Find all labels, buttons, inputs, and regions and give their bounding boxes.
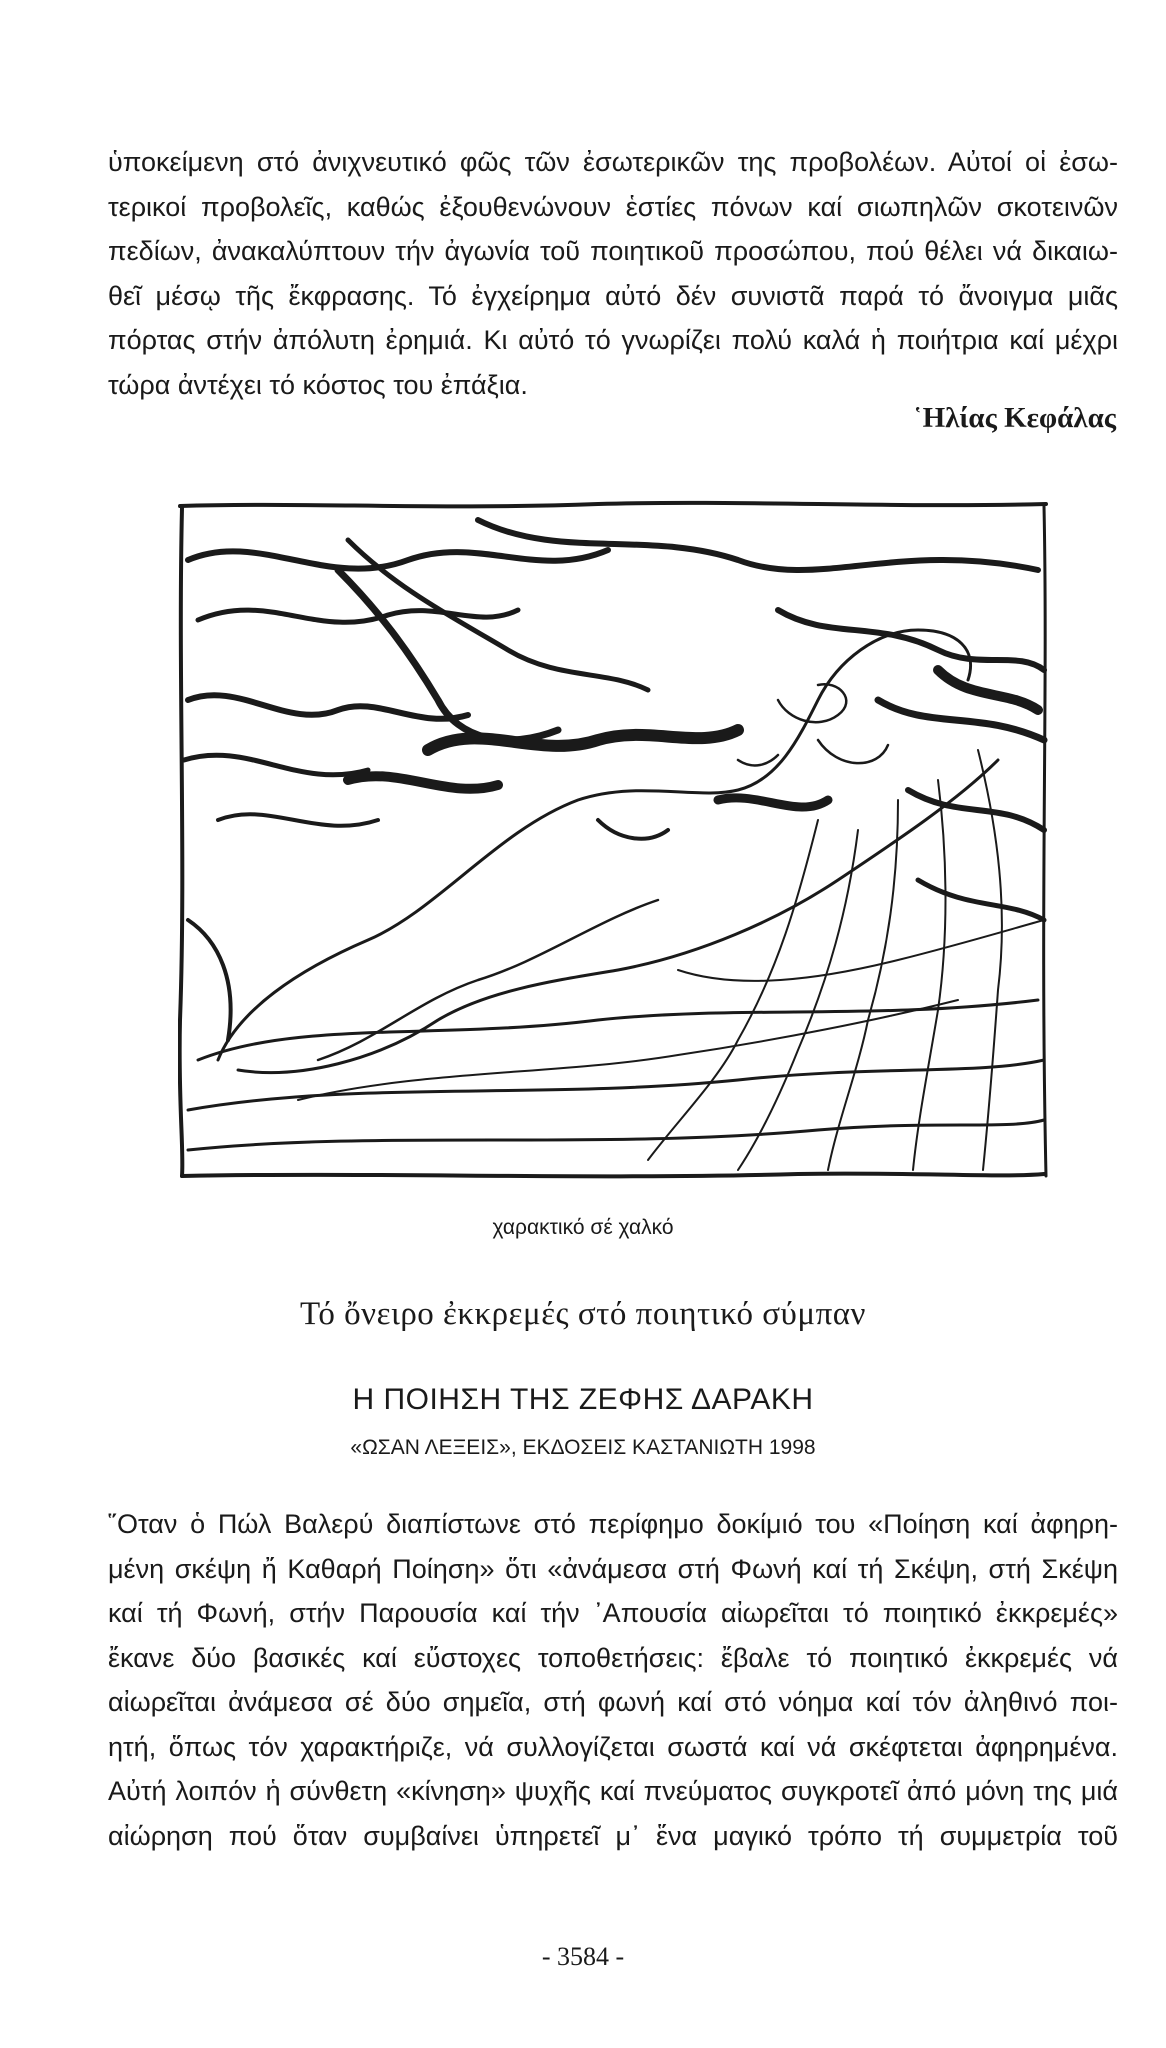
text-line: καί τή Φωνή, στήν Παρουσία καί τήν ᾿Απουσία αἰωρεῖται τό ποιητικό ἐκκρεμές»	[108, 1598, 1118, 1628]
text-line: ητή, ὅπως τόν χαρακτήριζε, νά συλλογίζεται σωστά καί νά σκέφτεται ἀφηρημένα.	[108, 1731, 1118, 1762]
figure-caption: χαρακτικό σέ χαλκό	[492, 1216, 674, 1239]
text-line: θεῖ μέσῳ τῆς ἔκφρασης. Τό ἐγχείρημα αὐτό δέν συνιστᾶ παρά τό ἄνοιγμα μιᾶς	[108, 280, 1118, 311]
text-line: μένη σκέψη ἤ Καθαρή Ποίηση» ὅτι «ἀνάμεσα στή Φωνή καί τή Σκέψη, στή Σκέψη	[108, 1553, 1118, 1584]
page-number: - 3584 -	[541, 1942, 625, 1971]
text-line: ἔκανε δύο βασικές καί εὔστοχες τοποθετήσεις: ἔβαλε τό ποιητικό ἐκκρεμές νά	[108, 1642, 1118, 1673]
text-line: τώρα ἀντέχει τό κόστος του ἐπάξια.	[108, 369, 528, 400]
text-line: αἰωρεῖται ἀνάμεσα σέ δύο σημεῖα, στή φωνή καί στό νόημα καί τόν ἀληθινό ποι-	[108, 1687, 1118, 1717]
text-line: πεδίων, ἀνακαλύπτουν τήν ἀγωνία τοῦ ποιητικοῦ προσώπου, πού θέλει νά δικαιω-	[108, 236, 1118, 266]
copper-etching-illustration	[178, 500, 1048, 1180]
book-title: Η ΠΟΙΗΣΗ ΤΗΣ ΖΕΦΗΣ ΔΑΡΑΚΗ	[352, 1383, 814, 1416]
text-line: ὑποκείμενη στό ἀνιχνευτικό φῶς τῶν ἐσωτερικῶν της προβολέων. Αὐτοί οἱ ἐσω-	[108, 147, 1118, 177]
book-subtitle: «ΩΣΑΝ ΛΕΞΕΙΣ», ΕΚΔΟΣΕΙΣ ΚΑΣΤΑΝΙΩΤΗ 1998	[350, 1436, 816, 1459]
intro-paragraph	[108, 140, 1118, 407]
text-line: πόρτας στήν ἀπόλυτη ἐρημιά. Κι αὐτό τό γνωρίζει πολύ καλά ἡ ποιήτρια καί μέχρι	[108, 325, 1118, 355]
text-line: τερικοί προβολεῖς, καθώς ἐξουθενώνουν ἑστίες πόνων καί σιωπηλῶν σκοτεινῶν	[108, 191, 1118, 222]
review-title: Τό ὄνειρο ἐκκρεμές στό ποιητικό σύμπαν	[300, 1296, 866, 1332]
text-line: αἰώρηση πού ὅταν συμβαίνει ὑπηρετεῖ μ᾿ ἕνα μαγικό τρόπο τή συμμετρία τοῦ	[108, 1820, 1118, 1851]
author-signature: ῾Ηλίας Κεφάλας	[912, 402, 1116, 434]
text-line: ῞Οταν ὁ Πώλ Βαλερύ διαπίστωνε στό περίφημο δοκίμιό του «Ποίηση καί ἀφηρη-	[108, 1509, 1118, 1539]
review-paragraph	[108, 1502, 1118, 1858]
text-line: Αὐτή λοιπόν ἡ σύνθετη «κίνηση» ψυχῆς καί πνεύματος συγκροτεῖ ἀπό μόνη της μιά	[108, 1776, 1118, 1806]
